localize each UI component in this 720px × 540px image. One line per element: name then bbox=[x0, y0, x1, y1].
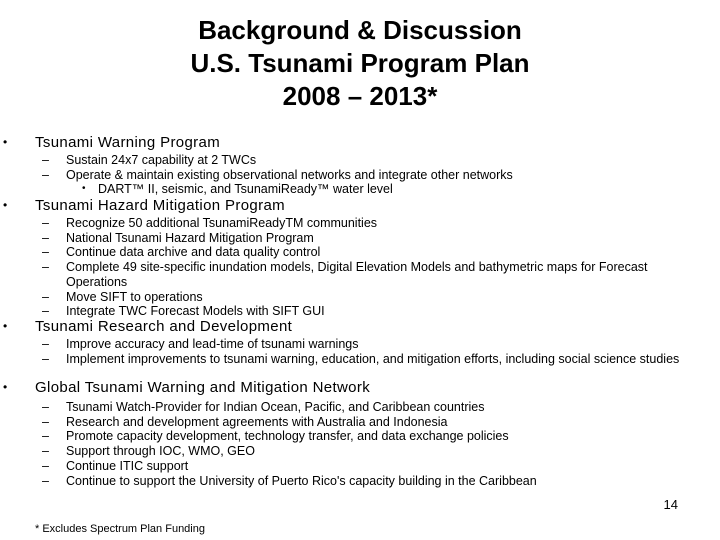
bullet-icon: • bbox=[3, 135, 8, 149]
dash-icon: – bbox=[42, 216, 49, 230]
bullet-icon: • bbox=[3, 319, 8, 333]
bullet-icon: • bbox=[3, 198, 8, 212]
list-item: – Implement improvements to tsunami warning, education, and mitigation efforts, including social science studies bbox=[42, 351, 680, 366]
section-global-network bbox=[0, 379, 720, 488]
dash-icon: – bbox=[42, 414, 49, 429]
dash-icon: – bbox=[42, 167, 49, 182]
list-item: – Improve accuracy and lead-time of tsunami warnings bbox=[42, 337, 359, 351]
list-item: – Tsunami Watch-Provider for Indian Ocean, Pacific, and Caribbean countries bbox=[42, 400, 485, 414]
dash-icon: – bbox=[42, 400, 49, 414]
list-item: – Sustain 24x7 capability at 2 TWCs bbox=[42, 153, 257, 167]
dash-icon: – bbox=[42, 429, 49, 444]
section-research-development bbox=[0, 318, 720, 366]
list-item: – Continue to support the University of Puerto Rico's capacity building in the Caribbean bbox=[42, 473, 537, 488]
footnote: * Excludes Spectrum Plan Funding bbox=[35, 523, 205, 535]
title-line-3: 2008 – 2013* bbox=[282, 81, 438, 111]
list-item: – Promote capacity development, technology transfer, and data exchange policies bbox=[42, 429, 509, 444]
title-line-1: Background & Discussion bbox=[198, 15, 522, 45]
list-item: – Move SIFT to operations bbox=[42, 289, 203, 304]
section-heading: • Tsunami Research and Development bbox=[3, 318, 293, 335]
dash-icon: – bbox=[42, 337, 49, 351]
dash-icon: – bbox=[42, 444, 49, 459]
title-line-2: U.S. Tsunami Program Plan bbox=[190, 48, 530, 78]
list-item: – Recognize 50 additional TsunamiReadyTM communities bbox=[42, 216, 378, 230]
list-item: – Complete 49 site-specific inundation models, Digital Elevation Models and bathymetric maps for Forecast Operations bbox=[42, 260, 648, 289]
dash-icon: – bbox=[42, 245, 49, 260]
section-heading: • Tsunami Hazard Mitigation Program bbox=[3, 197, 285, 214]
list-item: – Integrate TWC Forecast Models with SIFT GUI bbox=[42, 304, 325, 319]
dash-icon: – bbox=[42, 473, 49, 488]
dash-icon: – bbox=[42, 289, 49, 304]
slide-title bbox=[0, 14, 720, 113]
list-item: – Support through IOC, WMO, GEO bbox=[42, 444, 255, 459]
section-hazard-mitigation bbox=[0, 197, 720, 319]
dash-icon: – bbox=[42, 153, 49, 167]
bullet-icon: • bbox=[3, 380, 8, 394]
list-item: – National Tsunami Hazard Mitigation Program bbox=[42, 230, 314, 245]
list-item: – Operate & maintain existing observational networks and integrate other networks bbox=[42, 167, 513, 182]
bullet-icon: • bbox=[82, 183, 86, 195]
list-item: – Continue ITIC support bbox=[42, 458, 189, 473]
section-heading: • Global Tsunami Warning and Mitigation Network bbox=[3, 379, 371, 396]
dash-icon: – bbox=[42, 351, 49, 366]
section-warning-program bbox=[0, 134, 720, 197]
page-number: 14 bbox=[663, 497, 678, 512]
sub-list-item: • DART™ II, seismic, and TsunamiReady™ water level bbox=[82, 182, 393, 197]
section-heading: • Tsunami Warning Program bbox=[3, 134, 221, 151]
dash-icon: – bbox=[42, 230, 49, 245]
list-item: – Research and development agreements with Australia and Indonesia bbox=[42, 414, 448, 429]
list-item: – Continue data archive and data quality control bbox=[42, 245, 321, 260]
dash-icon: – bbox=[42, 458, 49, 473]
dash-icon: – bbox=[42, 260, 49, 275]
dash-icon: – bbox=[42, 304, 49, 319]
